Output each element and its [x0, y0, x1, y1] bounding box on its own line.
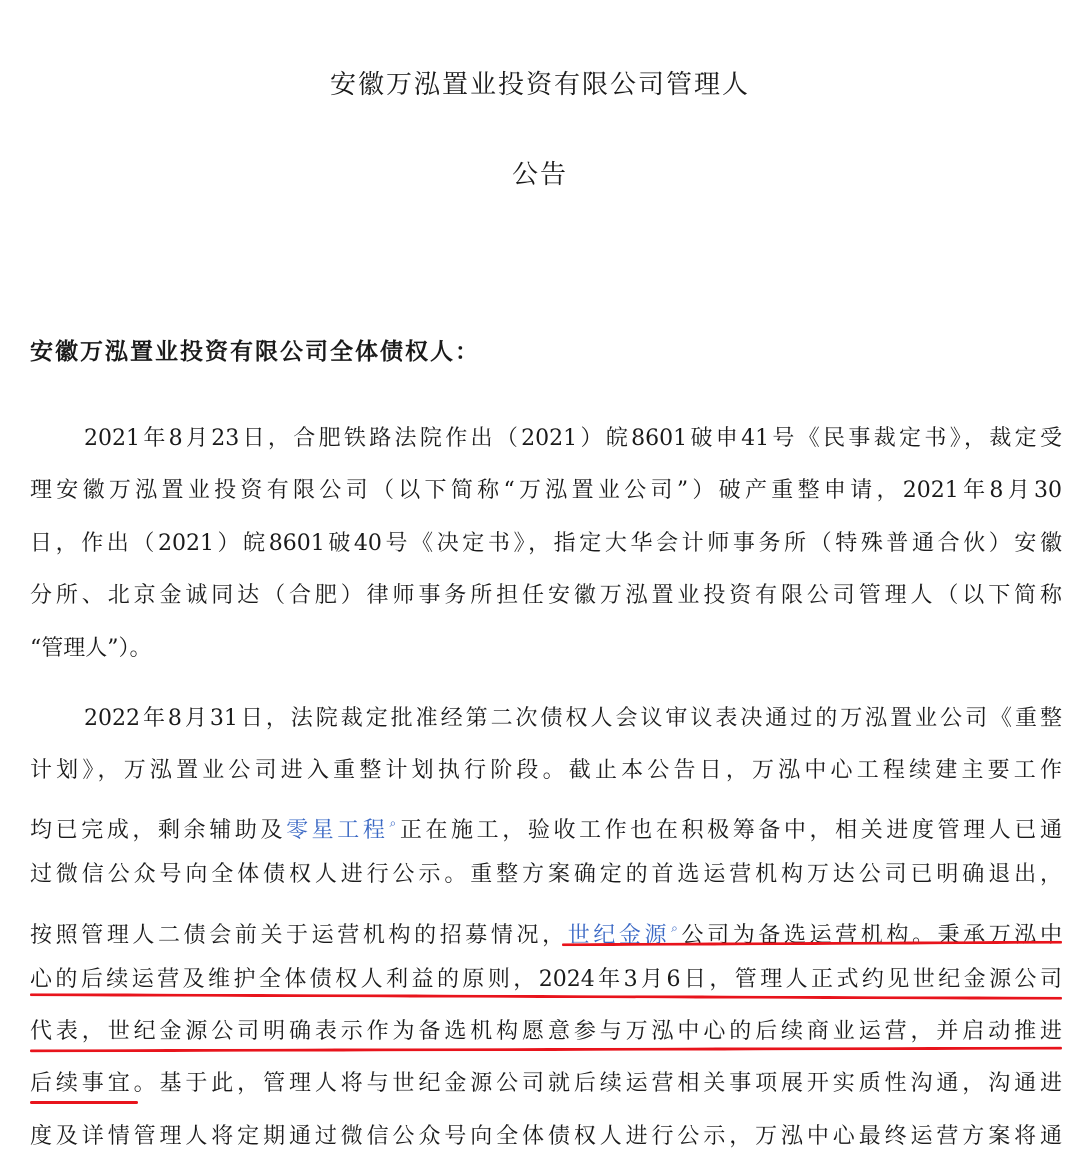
- paragraph-line: 代表，世纪金源公司明确表示作为备选机构愿意参与万泓中心的后续商业运营，并启动推进: [30, 1019, 1062, 1044]
- red-underline-3: [30, 1047, 1062, 1053]
- paragraph-line: 分所、北京金诚同达（合肥）律师事务所担任安徽万泓置业投资有限公司管理人（以下简称: [30, 583, 1062, 608]
- search-icon[interactable]: ⌕: [671, 921, 678, 935]
- paragraph-line: 理安徽万泓置业投资有限公司（以下简称“万泓置业公司”）破产重整申请，2021年8月30: [30, 478, 1062, 503]
- paragraph-line: 计划》，万泓置业公司进入重整计划执行阶段。截止本公告日，万泓中心工程续建主要工作: [30, 758, 1062, 783]
- paragraph-line: 心的后续运营及维护全体债权人利益的原则，2024年3月6日，管理人正式约见世纪金源公司: [30, 967, 1062, 992]
- paragraph-line: 2022年8月31日，法院裁定批准经第二次债权人会议审议表决通过的万泓置业公司《重整: [84, 706, 1062, 731]
- paragraph-line: 过微信公众号向全体债权人进行公示。重整方案确定的首选运营机构万达公司已明确退出，: [30, 862, 1062, 887]
- paragraph-line: [30, 913, 1062, 951]
- red-underline-4: [30, 1101, 138, 1104]
- document-subtitle: 公告: [511, 160, 568, 190]
- salutation: 安徽万泓置业投资有限公司全体债权人：: [30, 338, 480, 365]
- document-title: 安徽万泓置业投资有限公司管理人: [329, 70, 750, 100]
- paragraph-line: 日，作出（2021）皖8601破40号《决定书》，指定大华会计师事务所（特殊普通合伙）安徽: [30, 531, 1062, 556]
- search-icon[interactable]: ⌕: [389, 816, 397, 830]
- text-segment: 按照管理人二债会前关于运营机构的招募情况，: [30, 923, 568, 948]
- paragraph-line: 后续事宜。基于此，管理人将与世纪金源公司就后续运营相关事项展开实质性沟通，沟通进: [30, 1071, 1062, 1096]
- text-segment: 正在施工，验收工作也在积极筹备中，相关进度管理人已通: [396, 818, 1062, 843]
- link-shiji-jinyuan[interactable]: 世纪金源: [567, 923, 671, 948]
- paragraph-line: “管理人”）。: [30, 636, 152, 661]
- paragraph-line: 2021年8月23日，合肥铁路法院作出（2021）皖8601破申41号《民事裁定书》，裁定受: [84, 426, 1062, 451]
- text-segment: 均已完成，剩余辅助及: [30, 818, 287, 843]
- text-segment: 公司为备选运营机构。秉承万泓中: [677, 923, 1062, 948]
- link-lingxing-gongcheng[interactable]: 零星工程: [286, 818, 389, 843]
- paragraph-line: 度及详情管理人将定期通过微信公众号向全体债权人进行公示，万泓中心最终运营方案将通: [30, 1124, 1062, 1149]
- paragraph-line: [30, 808, 1062, 846]
